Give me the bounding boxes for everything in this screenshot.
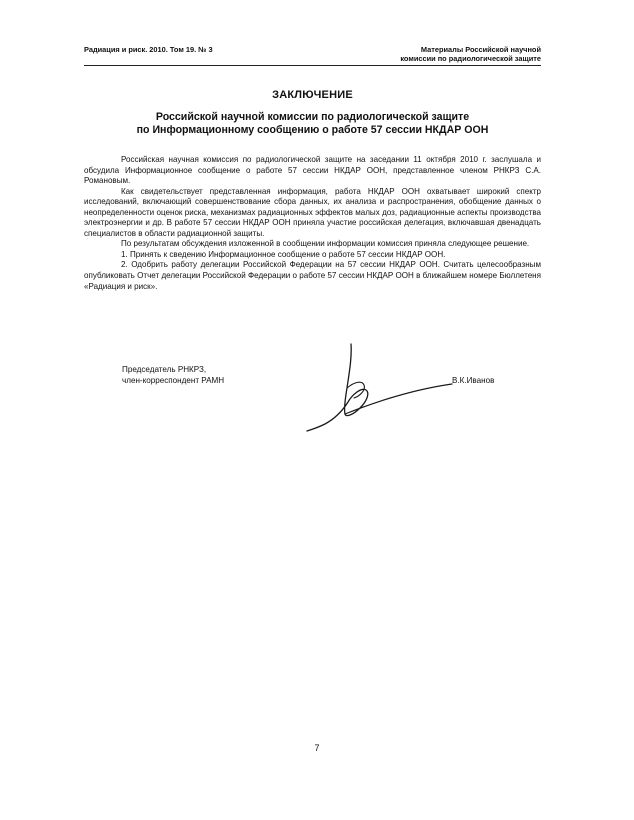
subtitle-line1: Российской научной комиссии по радиологической защите xyxy=(155,111,470,123)
running-header-section-line2: комиссии по радиологической защите xyxy=(400,54,541,63)
page-number: 7 xyxy=(314,743,320,753)
paragraph-decision-intro: По результатам обсуждения изложенной в сообщении информации комиссия приняла следующее решение. xyxy=(121,239,530,249)
running-header-journal: Радиация и риск. 2010. Том 19. № 3 xyxy=(84,45,213,54)
document-subtitle xyxy=(84,111,541,137)
signatory-position-line1: Председатель РНКРЗ, xyxy=(122,365,207,374)
running-header-section xyxy=(400,45,541,63)
document-title: ЗАКЛЮЧЕНИЕ xyxy=(272,89,353,101)
signatory-position-line2: член-корреспондент РАМН xyxy=(122,376,225,385)
signatory-position xyxy=(122,364,224,386)
running-header-section-line1: Материалы Российской научной xyxy=(420,45,541,54)
document-body xyxy=(84,155,541,292)
subtitle-line2: по Информационному сообщению о работе 57 сессии НКДАР ООН xyxy=(136,124,489,136)
paragraph-decision-1: 1. Принять к сведению Информационное сообщение о работе 57 сессии НКДАР ООН. xyxy=(121,249,446,259)
handwritten-signature xyxy=(300,340,460,435)
header-divider xyxy=(84,65,541,66)
paragraph-meeting: Российская научная комиссия по радиологической защите на заседании 11 октября 2010 г. заслушала и обсудила Информационное сообщение о работе 57 сессии НКДАР ООН, представленное членом РНКРЗ С.А. Романовым. xyxy=(84,155,541,186)
signatory-name: В.К.Иванов xyxy=(452,376,495,385)
paragraph-decision-2: 2. Одобрить работу делегации Российской Федерации на 57 сессии НКДАР ООН. Считать целесообразным опубликовать Отчет делегации Российской Федерации о работе 57 сессии НКДАР ООН в ближайшем номере Бюллетеня «Радиация и риск». xyxy=(84,260,541,291)
paragraph-scope: Как свидетельствует представленная информация, работа НКДАР ООН охватывает широкий спектр исследований, включающий совершенствование сбора данных, их анализа и распространения, обобщение данных о неопределенности оценок риска, механизмах радиационных эффектов малых доз, радиационные аспекты производства электроэнергии и др. В работе 57 сессии НКДАР ООН приняла участие российская делегация, включавшая двенадцать специалистов в области радиационной защиты. xyxy=(84,186,541,238)
